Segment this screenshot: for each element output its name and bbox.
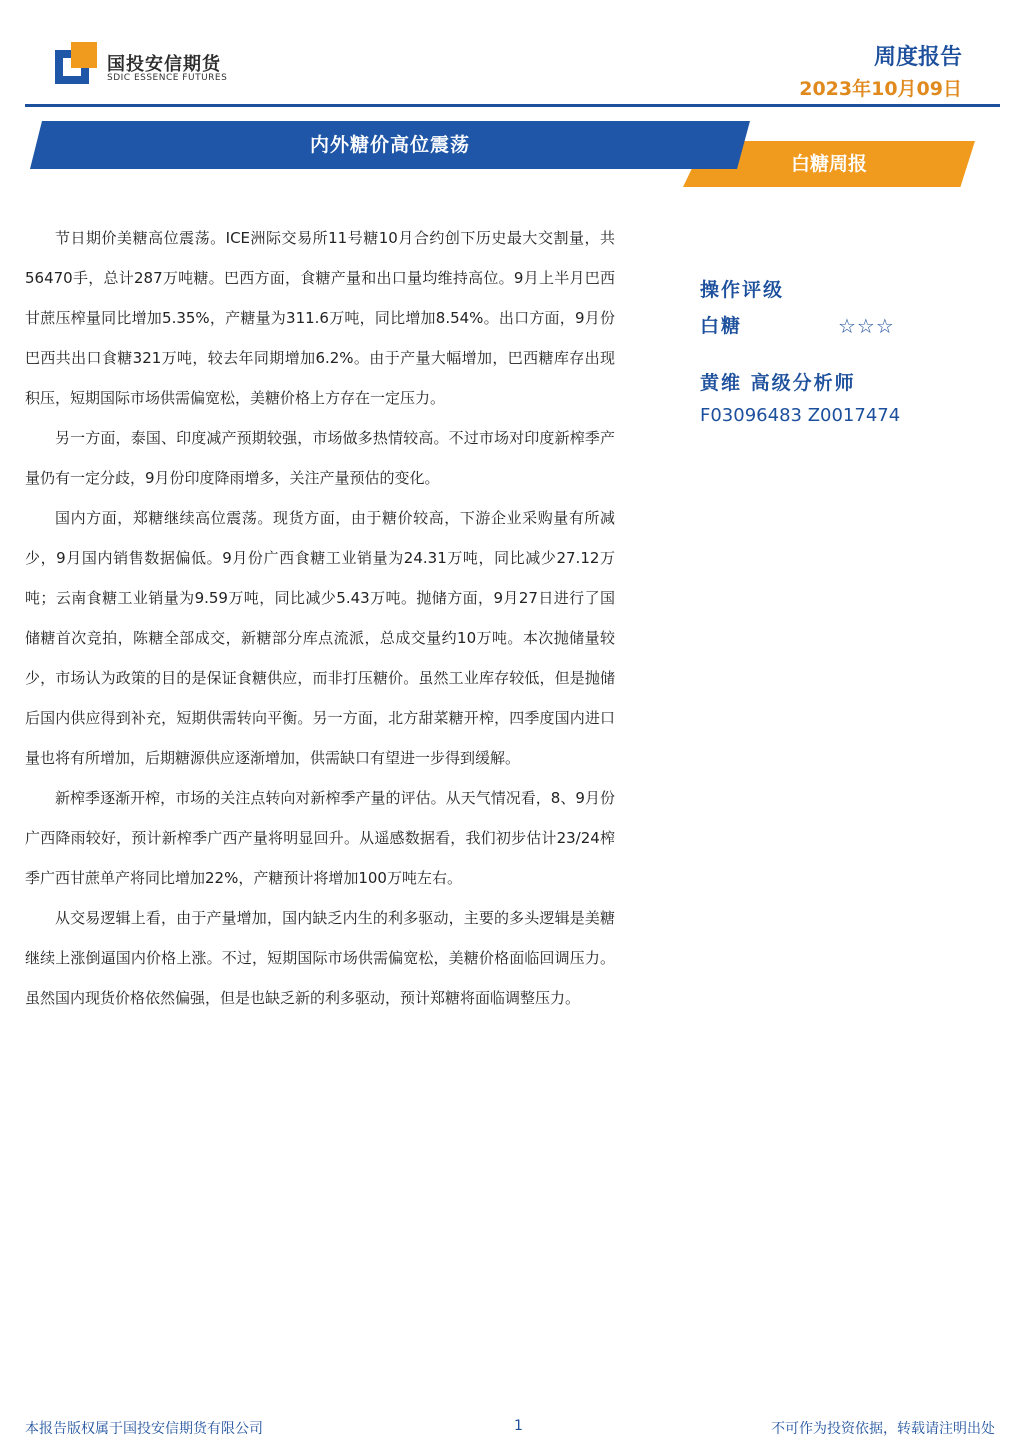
analyst-name: 黄维 高级分析师: [700, 372, 856, 394]
report-title: 内外糖价高位震荡: [309, 134, 470, 156]
header-divider: [25, 104, 1000, 107]
report-body: [25, 218, 615, 1018]
paragraph: 新榨季逐渐开榨，市场的关注点转向对新榨季产量的评估。从天气情况看，8、9月份广西降雨较好，预计新榨季广西产量将明显回升。从遥感数据看，我们初步估计23/24榨季广西甘蔗单产将同比增加22%，产糖预计将增加100万吨左右。: [25, 789, 615, 887]
rating-item: 白糖: [700, 315, 743, 337]
footer-disclaimer: 不可作为投资依据，转载请注明出处: [771, 1421, 995, 1437]
paragraph: 国内方面，郑糖继续高位震荡。现货方面，由于糖价较高，下游企业采购量有所减少，9月国内销售数据偏低。9月份广西食糖工业销量为24.31万吨，同比减少27.12万吨；云南食糖工业销量为9.59万吨，同比减少5.43万吨。抛储方面，9月27日进行了国储糖首次竞拍，陈糖全部成交，新糖部分库点流派，总成交量约10万吨。本次抛储量较少，市场认为政策的目的是保证食糖供应，而非打压糖价。虽然工业库存较低，但是抛储后国内供应得到补充，短期供需转向平衡。另一方面，北方甜菜糖开榨，四季度国内进口量也将有所增加，后期糖源供应逐渐增加，供需缺口有望进一步得到缓解。: [25, 509, 615, 767]
rating-label: 操作评级: [700, 279, 785, 301]
report-date: 2023年10月09日: [799, 78, 962, 100]
paragraph: 另一方面，泰国、印度减产预期较强，市场做多热情较高。不过市场对印度新榨季产量仍有一定分歧，9月份印度降雨增多，关注产量预估的变化。: [25, 429, 615, 487]
logo-mark-icon: [55, 42, 97, 84]
category-title: 白糖周报: [790, 153, 867, 175]
rating-row: [700, 308, 940, 344]
paragraph: 节日期价美糖高位震荡。ICE洲际交易所11号糖10月合约创下历史最大交割量，共56470手，总计287万吨糖。巴西方面，食糖产量和出口量均维持高位。9月上半月巴西甘蔗压榨量同比增加5.35%，产糖量为311.6万吨，同比增加8.54%。出口方面，9月份巴西共出口食糖321万吨，较去年同期增加6.2%。由于产量大幅增加，巴西糖库存出现积压，短期国际市场供需偏宽松，美糖价格上方存在一定压力。: [25, 229, 615, 407]
rating-stars-icon: ☆☆☆: [838, 314, 895, 338]
sidebar: [700, 272, 940, 432]
logo-company-name-en: SDIC ESSENCE FUTURES: [107, 73, 228, 83]
analyst-licenses: F03096483 Z0017474: [700, 405, 901, 426]
paragraph: 从交易逻辑上看，由于产量增加，国内缺乏内生的利多驱动，主要的多头逻辑是美糖继续上涨倒逼国内价格上涨。不过，短期国际市场供需偏宽松，美糖价格面临回调压力。虽然国内现货价格依然偏强，但是也缺乏新的利多驱动，预计郑糖将面临调整压力。: [25, 909, 615, 1007]
report-type: 周度报告: [873, 45, 962, 70]
logo-company-name: 国投安信期货: [107, 54, 221, 75]
footer-copyright: 本报告版权属于国投安信期货有限公司: [25, 1421, 263, 1437]
page-number: 1: [514, 1418, 523, 1434]
company-logo: [55, 42, 235, 92]
